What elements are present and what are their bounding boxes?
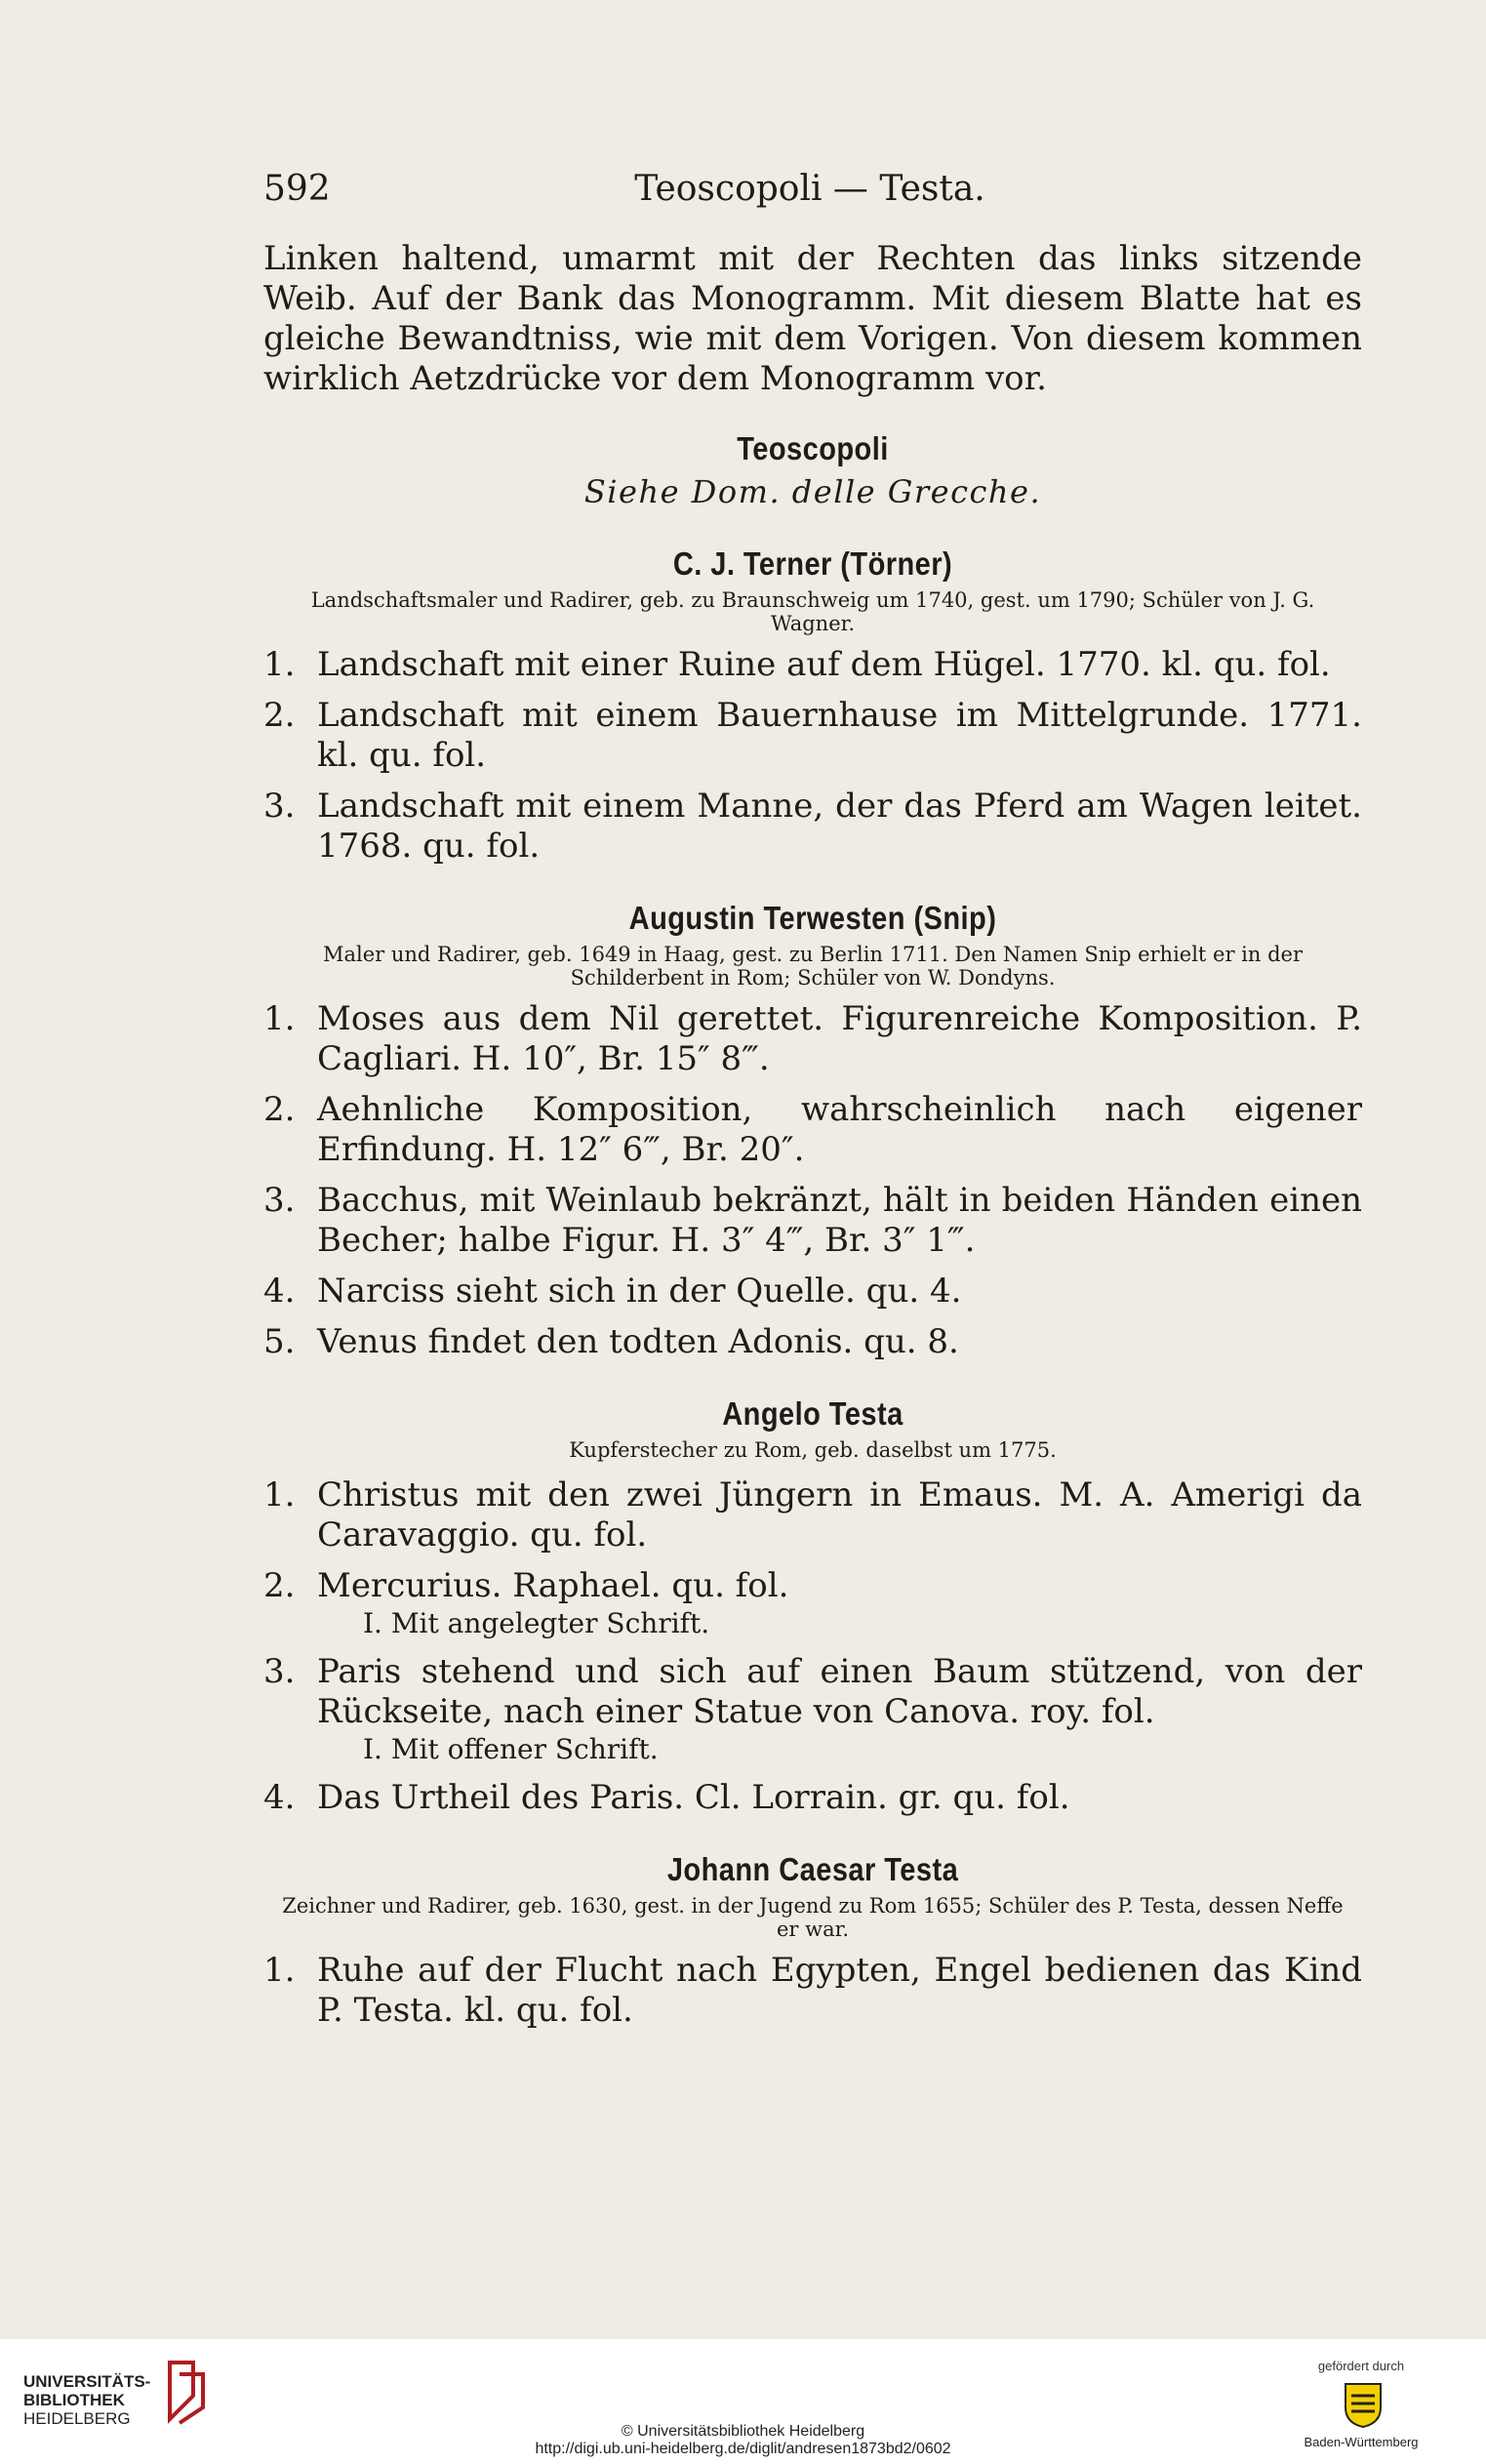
digitization-footer (0, 2339, 1486, 2464)
catalog-entry: 4. Narciss sieht sich in der Quelle. qu. 4. (263, 1272, 962, 1311)
artist-heading-johann-caesar-testa: Johann Caesar Testa (666, 1851, 959, 1887)
artist-bio-johann-caesar-testa: Zeichner und Radirer, geb. 1630, gest. in der Jugend zu Rom 1655; Schüler des P. Testa, dessen Neffe er war. (282, 1894, 1344, 1941)
catalog-entry: 3. Bacchus, mit Weinlaub bekränzt, hält in beiden Händen einen Becher; halbe Figur. H. 3″ 4‴, Br. 3″ 1‴. (263, 1181, 1362, 1260)
artist-bio-angelo-testa: Kupferstecher zu Rom, geb. daselbst um 1775. (569, 1438, 1057, 1462)
permalink-url[interactable]: http://digi.ub.uni-heidelberg.de/diglit/andresen1873bd2/0602 (535, 2441, 951, 2457)
library-logo-text: UNIVERSITÄTS- BIBLIOTHEK HEIDELBERG (23, 2372, 151, 2428)
artist-bio-terner: Landschaftsmaler und Radirer, geb. zu Braunschweig um 1740, gest. um 1790; Schüler von J. G. Wagner. (310, 588, 1315, 635)
running-title: Teoscopoli — Testa. (634, 169, 985, 209)
page-number: 592 (263, 169, 331, 209)
funder-name: Baden-Württemberg (1304, 2435, 1419, 2449)
artist-bio-terwesten: Maler und Radirer, geb. 1649 in Haag, gest. zu Berlin 1711. Den Namen Snip erhielt er in der Schilderbent in Rom; Schüler von W. Dondyns. (322, 943, 1304, 990)
catalog-entry: 5. Venus findet den todten Adonis. qu. 8. (263, 1322, 959, 1361)
coat-of-arms-icon (1342, 2378, 1385, 2429)
catalog-entry: 4. Das Urtheil des Paris. Cl. Lorrain. gr. qu. fol. (263, 1778, 1070, 1817)
catalog-entry: 2. Aehnliche Komposition, wahrscheinlich nach eigener Erfindung. H. 12″ 6‴, Br. 20″. (263, 1090, 1362, 1169)
state-note: I. Mit angelegter Schrift. (363, 1607, 710, 1639)
catalog-entry: 1. Christus mit den zwei Jüngern in Emaus. M. A. Amerigi da Caravaggio. qu. fol. (263, 1475, 1362, 1555)
artist-heading-terner: C. J. Terner (Törner) (672, 545, 953, 582)
artist-heading-teoscopoli: Teoscopoli (737, 430, 889, 466)
catalog-entry: 3. Paris stehend und sich auf einen Baum stützend, von der Rückseite, nach einer Statue von Canova. roy. fol. (263, 1652, 1362, 1731)
copyright-notice: © Universitätsbibliothek Heidelberg http://digi.ub.uni-heidelberg.de/diglit/andresen1873bd2/0602 (0, 2423, 1486, 2458)
page-body (263, 239, 1362, 2031)
artist-heading-terwesten: Augustin Terwesten (Snip) (628, 900, 997, 936)
funding-label: gefördert durch (1317, 2359, 1405, 2373)
intro-paragraph: Linken haltend, umarmt mit der Rechten das links sitzende Weib. Auf der Bank das Monogramm. Mit diesem Blatte hat es gleiche Bewandtniss, wie mit dem Vorigen. Von diesem kommen wirklich Aetzdrücke vor dem Monogramm vor. (263, 239, 1362, 398)
catalog-entry: 1. Ruhe auf der Flucht nach Egypten, Engel bedienen das Kind P. Testa. kl. qu. fol. (263, 1951, 1362, 2030)
library-emblem-icon (164, 2357, 209, 2425)
catalog-entry: 1. Moses aus dem Nil gerettet. Figurenreiche Komposition. P. Cagliari. H. 10″, Br. 15″ 8‴. (263, 999, 1362, 1078)
cross-reference: Siehe Dom. delle Grecche. (583, 473, 1042, 510)
artist-heading-angelo-testa: Angelo Testa (722, 1395, 904, 1432)
catalog-entry: 2. Mercurius. Raphael. qu. fol. (263, 1566, 789, 1605)
catalog-entry: 2. Landschaft mit einem Bauernhause im Mittelgrunde. 1771. kl. qu. fol. (263, 696, 1362, 775)
catalog-entry: 1. Landschaft mit einer Ruine auf dem Hügel. 1770. kl. qu. fol. (263, 645, 1331, 684)
catalog-entry: 3. Landschaft mit einem Manne, der das Pferd am Wagen leitet. 1768. qu. fol. (263, 787, 1362, 866)
page-header (263, 169, 1356, 218)
state-note: I. Mit offener Schrift. (363, 1733, 659, 1765)
